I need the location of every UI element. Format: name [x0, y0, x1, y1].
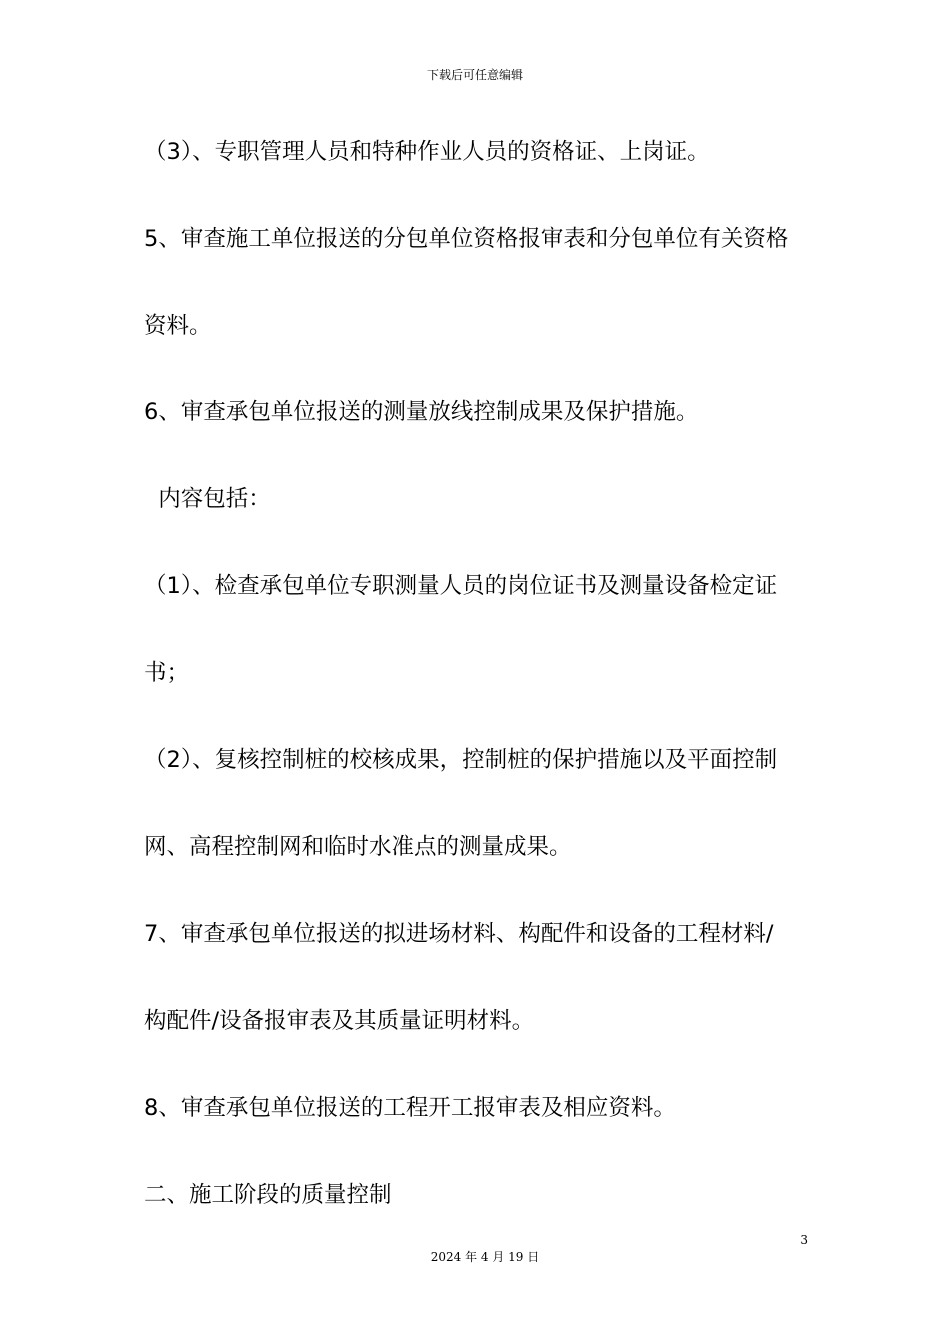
text-line-7: 书； — [144, 660, 190, 686]
text-line-12: 8、审查承包单位报送的工程开工报审表及相应资料。 — [144, 1095, 676, 1121]
text-line-6: （1）、检查承包单位专职测量人员的岗位证书及测量设备检定证 — [144, 573, 778, 599]
section-heading: 二、施工阶段的质量控制 — [144, 1182, 392, 1208]
text-line-3: 资料。 — [144, 313, 212, 339]
text-line-9: 网、高程控制网和临时水准点的测量成果。 — [144, 834, 572, 860]
header-note: 下载后可任意编辑 — [426, 68, 523, 82]
text-line-11: 构配件/设备报审表及其质量证明材料。 — [144, 1008, 535, 1034]
text-line-4: 6、审查承包单位报送的测量放线控制成果及保护措施。 — [144, 399, 699, 425]
text-line-1: （3）、专职管理人员和特种作业人员的资格证、上岗证。 — [144, 139, 710, 165]
page-number: 3 — [800, 1233, 808, 1247]
text-line-10: 7、审查承包单位报送的拟进场材料、构配件和设备的工程材料/ — [144, 921, 774, 947]
footer-date: 2024 年 4 月 19 日 — [430, 1250, 540, 1264]
text-line-8: （2）、复核控制桩的校核成果，控制桩的保护措施以及平面控制 — [144, 747, 778, 773]
text-line-5: 内容包括： — [144, 486, 271, 512]
text-line-2: 5、审查施工单位报送的分包单位资格报审表和分包单位有关资格 — [144, 226, 789, 252]
